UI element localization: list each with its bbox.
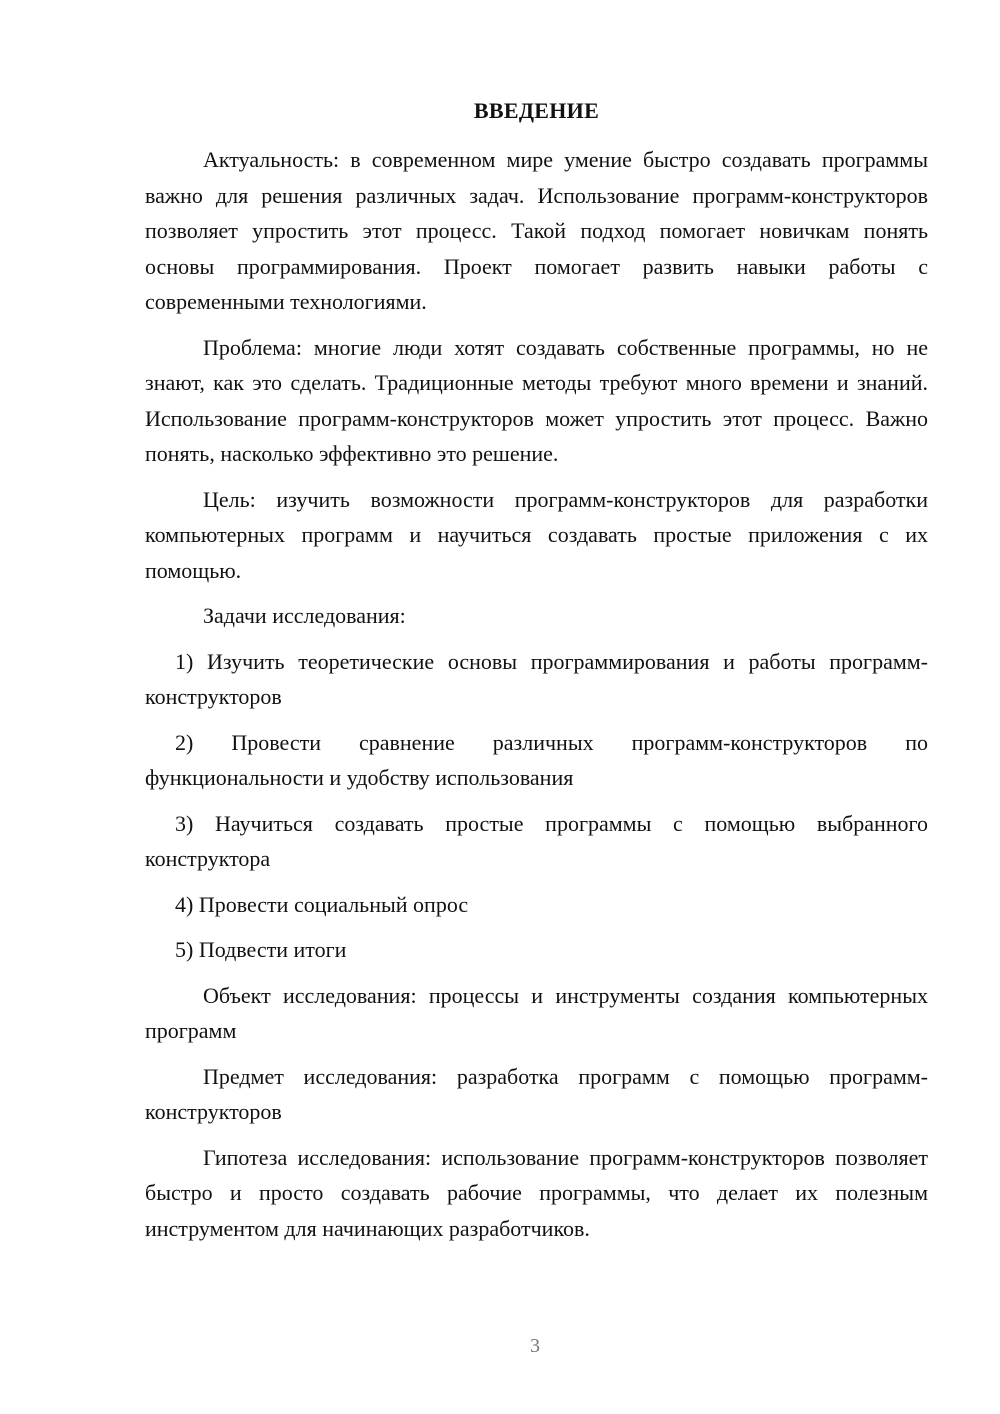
task-item: 5) Подвести итоги <box>175 937 347 962</box>
task-item: 2) Провести сравнение различных программ-конструкторов по функциональности и удобству использования <box>145 729 928 790</box>
paragraph-tasks-heading: Задачи исследования: <box>203 603 406 628</box>
task-item: 4) Провести социальный опрос <box>175 891 469 917</box>
task-item: 1) Изучить теоретические основы программирования и работы программ-конструкторов <box>145 648 928 709</box>
document-body <box>145 94 928 1246</box>
paragraph-relevance: Актуальность: в современном мире умение быстро создавать программы важно для решения различных задач. Использование программ-конструкторов позволяет упростить этот процесс. Такой подход помогает новичкам понять основы программирования. Проект помогает развить навыки работы с современными технологиями. <box>145 147 928 314</box>
paragraph-object: Объект исследования: процессы и инструменты создания компьютерных программ <box>145 982 928 1043</box>
section-title: ВВЕДЕНИЕ <box>473 98 600 123</box>
paragraph-hypothesis: Гипотеза исследования: использование программ-конструкторов позволяет быстро и просто создавать рабочие программы, что делает их полезным инструментом для начинающих разработчиков. <box>145 1144 928 1241</box>
page-number: 3 <box>530 1335 540 1357</box>
paragraph-problem: Проблема: многие люди хотят создавать собственные программы, но не знают, как это сделать. Традиционные методы требуют много времени и знаний. Использование программ-конструкторов может упростить этот процесс. Важно понять, насколько эффективно это решение. <box>145 334 928 466</box>
paragraph-goal: Цель: изучить возможности программ-конструкторов для разработки компьютерных программ и научиться создавать простые приложения с их помощью. <box>145 486 928 583</box>
paragraph-subject: Предмет исследования: разработка программ с помощью программ-конструкторов <box>145 1063 928 1124</box>
task-item: 3) Научиться создавать простые программы с помощью выбранного конструктора <box>145 810 928 871</box>
